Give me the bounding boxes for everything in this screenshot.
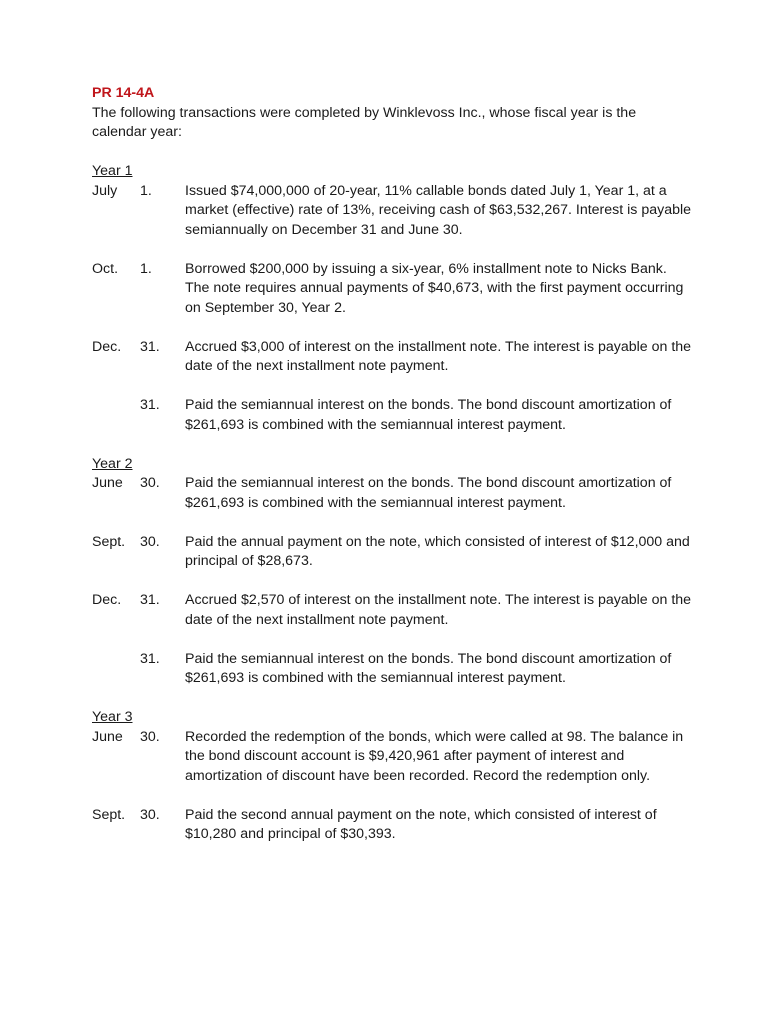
entry-text: Accrued $3,000 of interest on the installment note. The interest is payable on the date of the next installment note payment.: [185, 338, 692, 374]
transaction-entry: [92, 806, 692, 845]
entry-month: Sept.: [92, 806, 126, 823]
entry-month: Oct.: [92, 260, 119, 277]
entry-month: June: [92, 728, 123, 745]
intro-paragraph: The following transactions were completed by Winklevoss Inc., whose fiscal year is the calendar year:: [92, 104, 637, 140]
entry-day: 1.: [140, 260, 152, 277]
entry-text: Paid the semiannual interest on the bonds. The bond discount amortization of $261,693 is combined with the semiannual interest payment.: [185, 650, 672, 686]
entry-text: Accrued $2,570 of interest on the installment note. The interest is payable on the date of the next installment note payment.: [185, 592, 692, 628]
entry-day: 30.: [140, 475, 160, 491]
entry-text: Paid the second annual payment on the note, which consisted of interest of $10,280 and principal of $30,393.: [185, 806, 657, 842]
transaction-entry: [92, 728, 692, 787]
spacer: [92, 435, 692, 455]
problem-title: PR 14-4A: [92, 85, 155, 101]
document-page: [92, 84, 692, 845]
spacer: [92, 318, 692, 338]
entry-month: Dec.: [92, 592, 122, 608]
entry-month: July: [92, 182, 118, 199]
spacer: [92, 572, 692, 592]
transaction-entry: [92, 182, 692, 241]
entry-text: Paid the annual payment on the note, which consisted of interest of $12,000 and principal of $28,673.: [185, 533, 690, 569]
entry-day: 1.: [140, 182, 152, 199]
transaction-entry: [92, 474, 692, 513]
entry-text: Paid the semiannual interest on the bonds. The bond discount amortization of $261,693 is combined with the semiannual interest payment.: [185, 475, 672, 511]
entry-day: 30.: [140, 806, 160, 823]
entry-day: 31.: [140, 592, 160, 608]
entry-day: 30.: [140, 728, 160, 745]
entry-day: 31.: [140, 338, 160, 355]
entry-day: 31.: [140, 650, 160, 667]
spacer: [92, 630, 692, 650]
entry-text: Recorded the redemption of the bonds, which were called at 98. The balance in the bond discount account is $9,420,961 after payment of interest and amortization of discount have been recorded. Record the redemption only.: [185, 728, 684, 784]
year-heading: Year 1: [92, 163, 133, 179]
entry-text: Borrowed $200,000 by issuing a six-year, 6% installment note to Nicks Bank. The note requires annual payments of $40,673, with the first payment occurring on September 30, Year 2.: [185, 260, 684, 316]
year-heading: Year 3: [92, 709, 133, 725]
spacer: [92, 513, 692, 533]
entry-month: Sept.: [92, 533, 126, 550]
year-heading: Year 2: [92, 455, 133, 472]
transaction-entry: [92, 396, 692, 435]
transaction-entry: [92, 533, 692, 572]
spacer: [92, 786, 692, 806]
transaction-entry: [92, 260, 692, 319]
entry-month: June: [92, 475, 123, 491]
entry-day: 30.: [140, 533, 160, 550]
transaction-entry: [92, 650, 692, 689]
spacer: [92, 689, 692, 709]
entry-text: Paid the semiannual interest on the bonds. The bond discount amortization of $261,693 is combined with the semiannual interest payment.: [185, 397, 672, 433]
entry-day: 31.: [140, 397, 160, 413]
entry-text: Issued $74,000,000 of 20-year, 11% callable bonds dated July 1, Year 1, at a market (effective) rate of 13%, receiving cash of $63,532,267. Interest is payable semiannually on December 31 and June 30.: [185, 182, 692, 238]
spacer: [92, 377, 692, 397]
transaction-entry: [92, 591, 692, 630]
entry-month: Dec.: [92, 338, 122, 355]
spacer: [92, 240, 692, 260]
spacer: [92, 143, 692, 163]
transaction-entry: [92, 338, 692, 377]
